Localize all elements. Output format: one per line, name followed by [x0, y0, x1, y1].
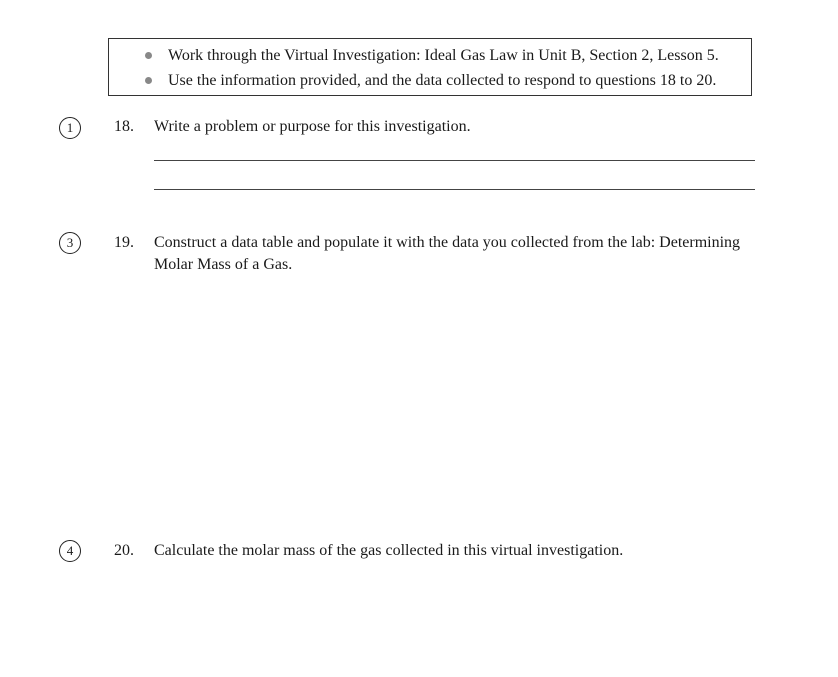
question-number: 18.: [114, 118, 134, 135]
question-number: 20.: [114, 542, 134, 559]
marks-badge: 3: [59, 232, 81, 254]
bullet-icon: [145, 77, 152, 84]
question-text: Calculate the molar mass of the gas collected in this virtual investigation.: [154, 542, 624, 559]
instruction-text: Work through the Virtual Investigation: Ideal Gas Law in Unit B, Section 2, Lesson 5.: [168, 47, 719, 64]
instruction-text: Use the information provided, and the data collected to respond to questions 18 to 20.: [168, 72, 717, 89]
instructions-box: [108, 38, 752, 96]
marks-badge: 1: [59, 117, 81, 139]
answer-line[interactable]: [154, 160, 755, 161]
question-text: Write a problem or purpose for this investigation.: [154, 118, 471, 135]
question-text: Construct a data table and populate it with the data you collected from the lab: Determining Molar Mass of a Gas.: [154, 234, 741, 273]
bullet-icon: [145, 52, 152, 59]
question-number: 19.: [114, 234, 134, 251]
answer-line[interactable]: [154, 189, 755, 190]
marks-badge: 4: [59, 540, 81, 562]
